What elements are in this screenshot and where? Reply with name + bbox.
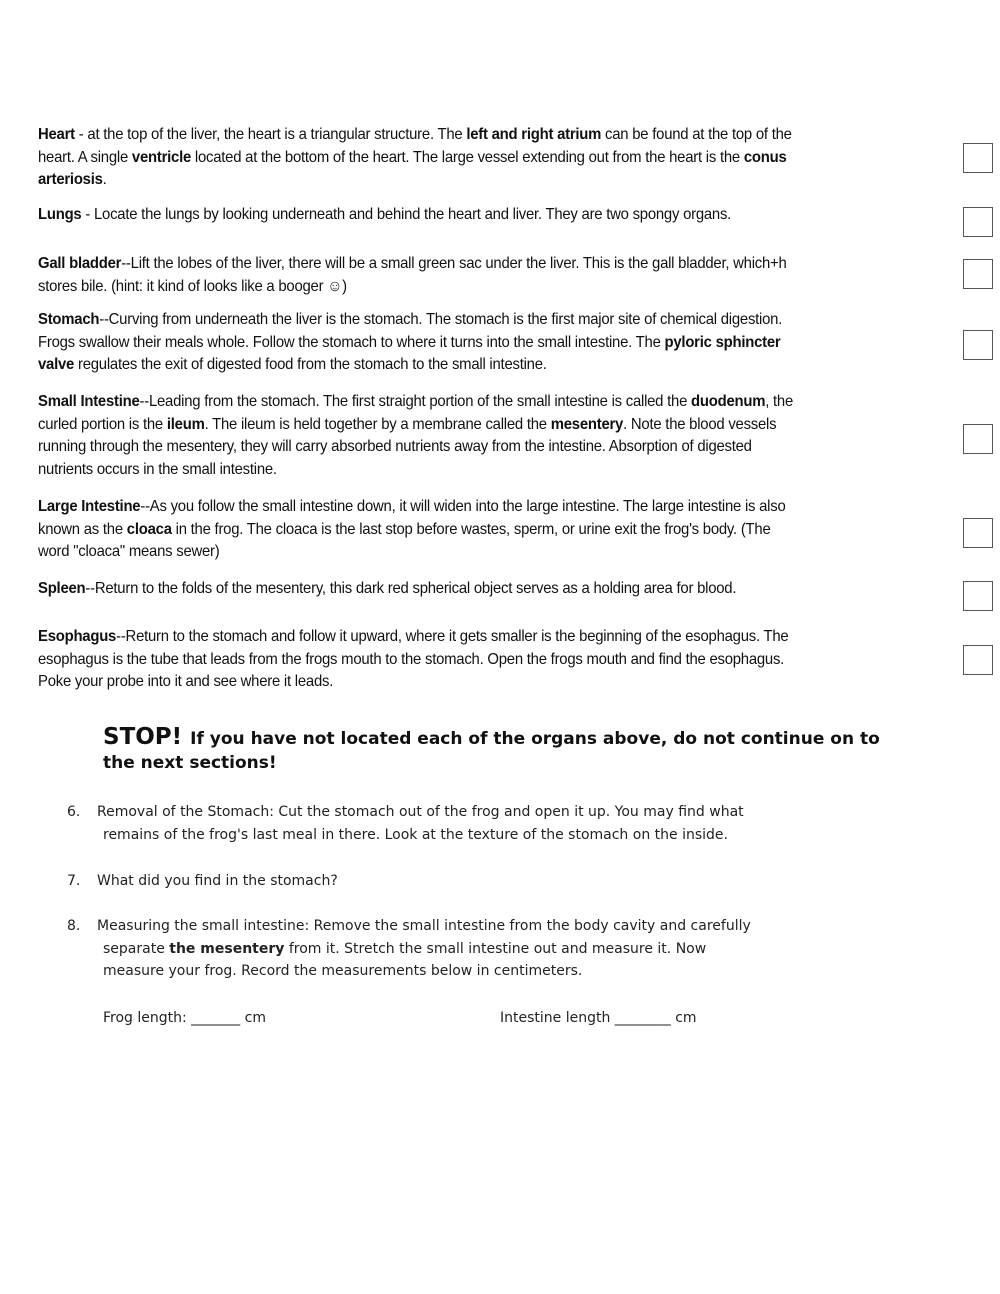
organ-bold-term: Heart <box>38 126 75 143</box>
organ-text: . The ileum is held together by a membrane called the <box>204 415 551 433</box>
organ-bold-term: Spleen <box>38 580 86 597</box>
checkbox-heart[interactable] <box>963 143 993 173</box>
step-6-line-2: remains of the frog's last meal in there. Look at the texture of the stomach on the inside. <box>103 826 728 843</box>
organ-bold-term: ventricle <box>131 148 192 166</box>
checkbox-small-intestine[interactable] <box>963 424 993 454</box>
organ-bold-term: Esophagus <box>38 628 117 645</box>
organ-bold-term: Stomach <box>38 311 100 328</box>
step-8-line-1: Measuring the small intestine: Remove the small intestine from the body cavity and carefully <box>97 918 751 934</box>
checkbox-lungs[interactable] <box>963 207 993 237</box>
step-8-number: 8. <box>67 918 81 934</box>
organ-text: --Return to the stomach and follow it upward, where it gets smaller is the beginning of the esophagus. The esophagus is the tube that leads from the frogs mouth to the stomach. Open the frogs mouth and find the esophagus. Poke your probe into it and see where it leads. <box>38 628 789 691</box>
organ-text: . Note the blood vessels running through the mesentery, they will carry absorbed nutrients away from the intestine. Absorption of digested nutrients occurs in the small intestine. <box>38 415 777 478</box>
organ-text: --Curving from underneath the liver is the stomach. The stomach is the first major site of chemical digestion. Frogs swallow their meals whole. Follow the stomach to where it turns into the small intestine. The <box>38 311 783 351</box>
organ-bold-term: Small Intestine <box>38 393 140 410</box>
checkbox-gall-bladder[interactable] <box>963 259 993 289</box>
step-8-line-2-bold: the mesentery <box>169 940 285 957</box>
organ-bold-term: ileum <box>166 415 205 433</box>
organ-spleen <box>38 578 793 601</box>
stop-heading: STOP! <box>103 724 183 750</box>
step-7-line-1: What did you find in the stomach? <box>97 873 338 889</box>
step-8 <box>67 915 807 983</box>
organ-text: in the frog. The cloaca is the last stop before wastes, sperm, or urine exit the frog's body. (The word "cloaca" means sewer) <box>38 520 771 561</box>
checkbox-spleen[interactable] <box>963 581 993 611</box>
checkbox-stomach[interactable] <box>963 330 993 360</box>
organ-text: can be found at the top of the heart. A single <box>38 126 792 166</box>
step-8-line-3: measure your frog. Record the measurements below in centimeters. <box>103 963 583 979</box>
stop-notice <box>103 725 903 775</box>
organ-heart <box>38 124 793 192</box>
organ-large-intestine <box>38 496 793 564</box>
step-8-line-2 <box>67 938 807 961</box>
organ-text: regulates the exit of digested food from the stomach to the small intestine. <box>74 356 547 374</box>
checkbox-esophagus[interactable] <box>963 645 993 675</box>
organ-bold-term: mesentery <box>550 415 624 433</box>
organ-bold-term: Lungs <box>38 206 82 223</box>
organ-gall-bladder <box>38 253 793 298</box>
organ-text: , the curled portion is the <box>38 393 794 433</box>
stop-text: If you have not located each of the organs above, do not continue on to the next sections! <box>103 729 880 773</box>
organ-bold-term: pyloric sphincter valve <box>38 333 781 374</box>
step-6-number: 6. <box>67 804 81 820</box>
step-6-line-1: Removal of the Stomach: Cut the stomach out of the frog and open it up. You may find what <box>97 804 744 820</box>
checkbox-large-intestine[interactable] <box>963 518 993 548</box>
organ-bold-term: cloaca <box>126 520 172 538</box>
organ-bold-term: left and right atrium <box>466 126 602 143</box>
organ-esophagus <box>38 626 793 694</box>
organ-text: . <box>102 171 107 189</box>
organ-text: - at the top of the liver, the heart is a triangular structure. The <box>74 126 467 143</box>
step-7 <box>67 870 807 893</box>
organ-text: --As you follow the small intestine down, it will widen into the large intestine. The large intestine is also known as the <box>38 498 786 538</box>
frog-length-field[interactable]: Frog length: _______ cm <box>103 1010 266 1026</box>
step-7-number: 7. <box>67 873 81 889</box>
step-6 <box>67 801 807 846</box>
organ-text: - Locate the lungs by looking underneath and behind the heart and liver. They are two spongy organs. <box>81 206 732 223</box>
organ-bold-term: conus arteriosis <box>38 148 787 189</box>
organ-lungs <box>38 204 793 227</box>
step-8-line-2-pre: separate <box>103 940 170 957</box>
organ-small-intestine <box>38 391 793 481</box>
organ-text: --Lift the lobes of the liver, there will be a small green sac under the liver. This is the gall bladder, which+h stores bile. (hint: it kind of looks like a booger ☺) <box>38 255 787 295</box>
organ-stomach <box>38 309 793 377</box>
step-8-line-2-post: from it. Stretch the small intestine out and measure it. Now <box>284 940 707 957</box>
intestine-length-field[interactable]: Intestine length ________ cm <box>500 1010 697 1026</box>
organ-bold-term: Large Intestine <box>38 498 141 515</box>
organ-bold-term: duodenum <box>691 393 766 410</box>
organ-text: --Return to the folds of the mesentery, this dark red spherical object serves as a holding area for blood. <box>85 580 737 597</box>
organ-text: located at the bottom of the heart. The large vessel extending out from the heart is the <box>191 148 744 166</box>
organ-bold-term: Gall bladder <box>38 255 122 272</box>
organ-text: --Leading from the stomach. The first straight portion of the small intestine is called the <box>139 393 692 410</box>
